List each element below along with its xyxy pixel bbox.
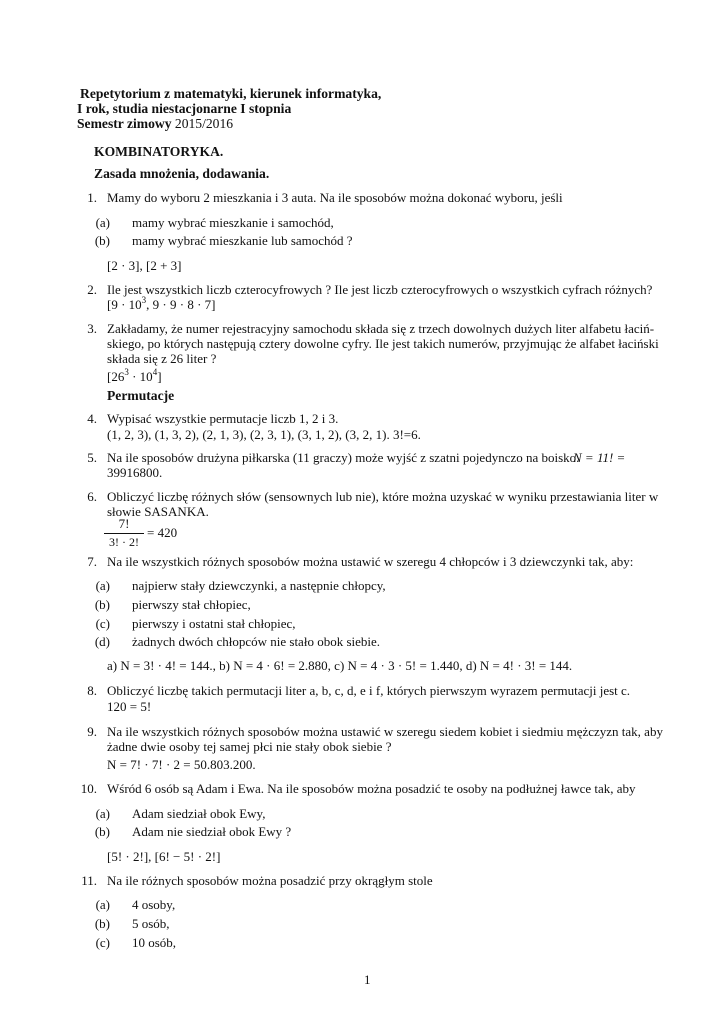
problem-10b-label: (b) <box>94 824 110 839</box>
problem-3-answer-part: [26 <box>107 369 125 384</box>
problem-3-answer-part-2: · 10 <box>128 369 153 384</box>
section-title: KOMBINATORYKA. <box>94 144 224 159</box>
problem-10-answer: [5! · 2!], [6! − 5! · 2!] <box>107 849 221 864</box>
problem-4-line-1: Wypisać wszystkie permutacje liczb 1, 2 i 3. <box>107 411 339 426</box>
problem-11c-label: (c) <box>95 935 110 950</box>
problem-7b-label: (b) <box>94 597 110 612</box>
fraction-result: = 420 <box>147 525 178 540</box>
problem-3-line-2: skiego, po których następują cztery dowolne cyfry. Ile jest takich numerów, przyjmując że alfabet łaciński <box>107 336 659 351</box>
fraction-denominator: 3! · 2! <box>109 535 139 549</box>
problem-7a-text: najpierw stały dziewczynki, a następnie chłopcy, <box>132 578 386 593</box>
problem-3-answer <box>107 366 162 385</box>
problem-5-number: 5. <box>87 450 97 465</box>
problem-9-line-2: żadne dwie osoby tej samej płci nie stały obok siebie ? <box>107 739 392 754</box>
problem-11b-label: (b) <box>94 916 110 931</box>
problem-8-line-1: Obliczyć liczbę takich permutacji liter a, b, c, d, e i f, których pierwszym wyrazem permutacji jest c. <box>107 683 631 698</box>
problem-6-line-1: Obliczyć liczbę różnych słów (sensownych lub nie), które można uzyskać w wyniku przestawiania liter w <box>107 489 659 504</box>
problem-11a-label: (a) <box>95 897 110 912</box>
problem-3-line-1: Zakładamy, że numer rejestracyjny samochodu składa się z trzech dowolnych dużych liter alfabetu łaciń- <box>107 321 655 336</box>
problem-7b-text: pierwszy stał chłopiec, <box>132 597 251 612</box>
problem-11-text: Na ile różnych sposobów można posadzić przy okrągłym stole <box>107 873 433 888</box>
problem-8-line-2: 120 = 5! <box>107 699 152 714</box>
problem-1b-label: (b) <box>94 233 110 248</box>
fraction-numerator: 7! <box>118 516 130 531</box>
problem-11c-text: 10 osób, <box>132 935 177 950</box>
problem-5-line-1: Na ile sposobów drużyna piłkarska (11 graczy) może wyjść z szatni pojedynczo na boisko. <box>107 450 580 465</box>
problem-3-answer-exp-1: 3 <box>124 366 129 377</box>
problem-1b-text: mamy wybrać mieszkanie lub samochód ? <box>132 233 353 248</box>
problem-2-answer-part: [9 · 10 <box>107 297 142 312</box>
semester-label: Semestr zimowy <box>77 116 172 131</box>
problem-7c-text: pierwszy i ostatni stał chłopiec, <box>132 616 296 631</box>
problem-2-answer-part-2: , 9 · 9 · 8 · 7] <box>146 297 216 312</box>
problem-10-text: Wśród 6 osób są Adam i Ewa. Na ile sposobów można posadzić te osoby na podłużnej ławce tak, aby <box>107 781 636 796</box>
problem-5-line-2: 39916800. <box>107 465 163 480</box>
problem-11-number: 11. <box>81 873 97 888</box>
problem-11a-text: 4 osoby, <box>132 897 176 912</box>
problem-9-number: 9. <box>87 724 97 739</box>
fraction-bar <box>104 533 144 534</box>
problem-2-answer-exponent: 3 <box>141 294 147 305</box>
page-number: 1 <box>364 972 371 987</box>
problem-2-answer <box>107 294 216 313</box>
semester-year: 2015/2016 <box>174 116 234 131</box>
problem-7-text: Na ile wszystkich różnych sposobów można ustawić w szeregu 4 chłopców i 3 dziewczynki tak, aby: <box>107 554 634 569</box>
problem-6-fraction <box>104 516 204 552</box>
permutations-title: Permutacje <box>107 388 175 403</box>
problem-7d-text: żadnych dwóch chłopców nie stało obok siebie. <box>132 634 381 649</box>
problem-10a-label: (a) <box>95 806 110 821</box>
problem-7a-label: (a) <box>95 578 110 593</box>
problem-9-line-3: N = 7! · 7! · 2 = 50.803.200. <box>107 757 256 772</box>
problem-7-number: 7. <box>87 554 97 569</box>
problem-8-number: 8. <box>87 683 97 698</box>
problem-1a-label: (a) <box>95 215 110 230</box>
problem-10a-text: Adam siedział obok Ewy, <box>132 806 266 821</box>
problem-6-number: 6. <box>87 489 97 504</box>
header-line-1: Repetytorium z matematyki, kierunek informatyka, <box>80 86 382 101</box>
problem-5-equation: N = 11! = <box>573 450 626 465</box>
problem-11b-text: 5 osób, <box>132 916 170 931</box>
problem-9-line-1: Na ile wszystkich różnych sposobów można ustawić w szeregu siedem kobiet i siedmiu mężczyzn tak, aby <box>107 724 663 739</box>
problem-4-number: 4. <box>87 411 97 426</box>
header-line-3 <box>77 116 233 131</box>
problem-10b-text: Adam nie siedział obok Ewy ? <box>132 824 292 839</box>
problem-1-number: 1. <box>87 190 97 205</box>
problem-3-answer-part-3: ] <box>157 369 162 384</box>
problem-2-number: 2. <box>87 282 97 297</box>
problem-10-number: 10. <box>80 781 97 796</box>
problem-3-line-3: składa się z 26 liter ? <box>107 351 217 366</box>
problem-3-number: 3. <box>87 321 97 336</box>
header-line-2: I rok, studia niestacjonarne I stopnia <box>77 101 292 116</box>
problem-1a-text: mamy wybrać mieszkanie i samochód, <box>132 215 334 230</box>
problem-6-line-2: słowie SASANKA. <box>107 504 209 519</box>
problem-4-line-2: (1, 2, 3), (1, 3, 2), (2, 1, 3), (2, 3, 1), (3, 1, 2), (3, 2, 1). 3!=6. <box>107 427 421 442</box>
problem-2-text: Ile jest wszystkich liczb czterocyfrowych ? Ile jest liczb czterocyfrowych o wszystkich cyfrach różnych? <box>107 282 653 297</box>
problem-1-text: Mamy do wyboru 2 mieszkania i 3 auta. Na ile sposobów można dokonać wyboru, jeśli <box>107 190 563 205</box>
subsection-title: Zasada mnożenia, dodawania. <box>94 166 270 181</box>
problem-3-answer-exp-2: 4 <box>152 366 158 377</box>
problem-7-answer: a) N = 3! · 4! = 144., b) N = 4 · 6! = 2.880, c) N = 4 · 3 · 5! = 1.440, d) N = 4! · 3! = 144. <box>107 658 573 673</box>
problem-7d-label: (d) <box>94 634 110 649</box>
problem-7c-label: (c) <box>95 616 110 631</box>
problem-1-answer: [2 · 3], [2 + 3] <box>107 258 182 273</box>
